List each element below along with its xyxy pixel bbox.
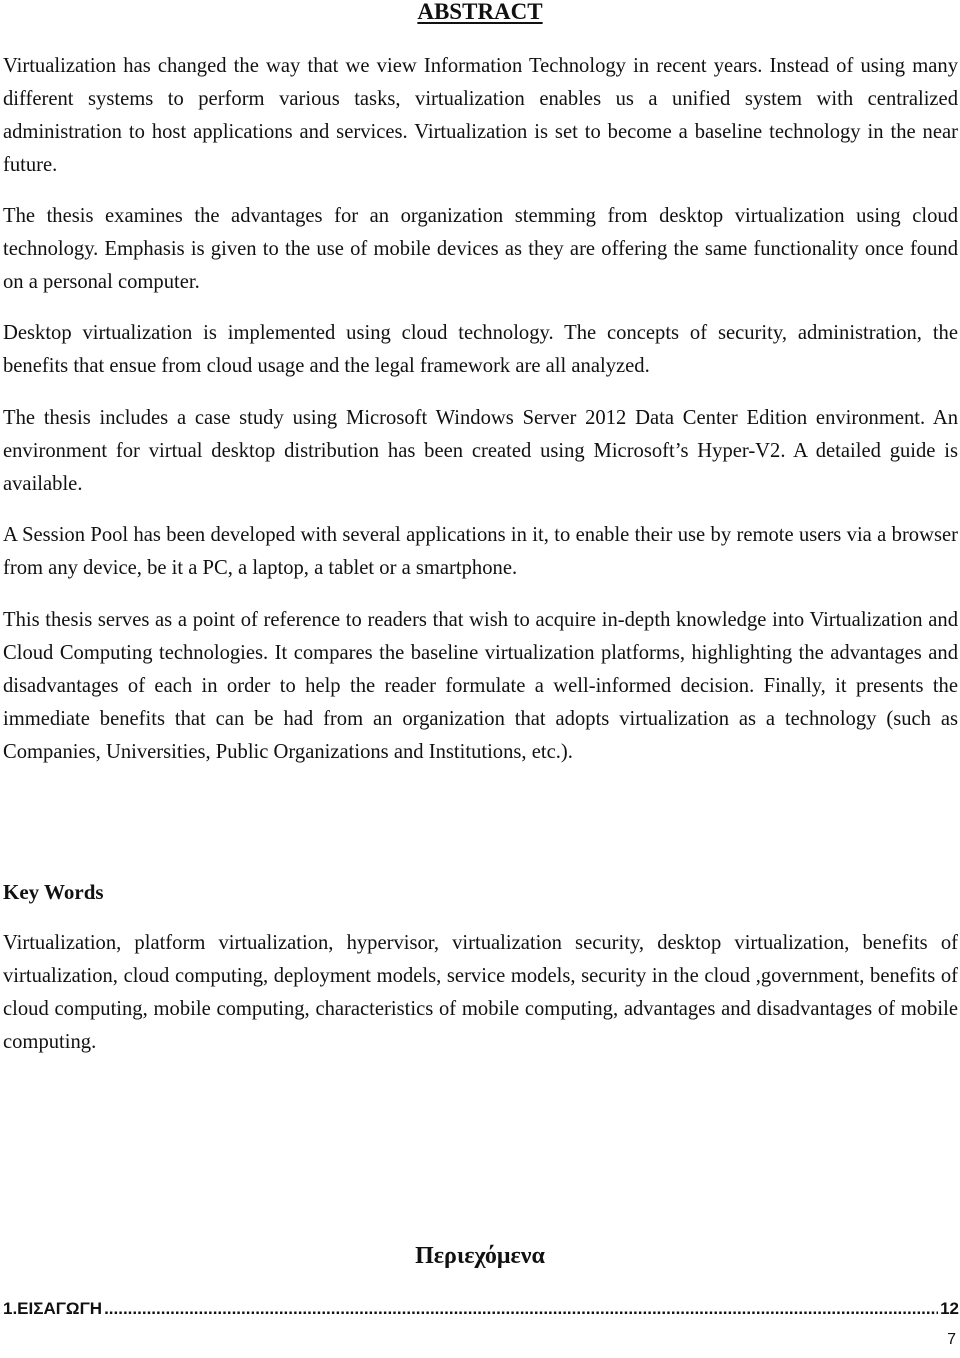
abstract-paragraph-3: Desktop virtualization is implemented using cloud technology. The concepts of security, administration, the benefits that ensue from cloud usage and the legal framework are all analyzed. xyxy=(3,322,958,377)
abstract-title: ABSTRACT xyxy=(417,0,543,24)
toc-entry-page: 12 xyxy=(940,1299,959,1318)
toc-entry-label: 1.ΕΙΣΑΓΩΓΗ xyxy=(3,1299,103,1318)
abstract-paragraph-5: A Session Pool has been developed with several applications in it, to enable their use by remote users via a browser from any device, be it a PC, a laptop, a tablet or a smartphone. xyxy=(3,524,958,579)
abstract-paragraph-2: The thesis examines the advantages for an organization stemming from desktop virtualization using cloud technology. Emphasis is given to the use of mobile devices as they are offering the same functionality once found on a personal computer. xyxy=(3,205,958,293)
toc-entry[interactable] xyxy=(3,1298,959,1320)
keywords-text: Virtualization, platform virtualization, hypervisor, virtualization security, desktop virtualization, benefits of virtualization, cloud computing, deployment models, service models, security in the cloud ,government, benefits of cloud computing, mobile computing, characteristics of mobile computing, advantages and disadvantages of mobile computing. xyxy=(3,932,958,1053)
abstract-paragraph-1: Virtualization has changed the way that we view Information Technology in recent years. Instead of using many different systems to perform various tasks, virtualization enables us a unified system with centralized administration to host applications and services. Virtualization is set to become a baseline technology in the near future. xyxy=(3,55,958,176)
page-number: 7 xyxy=(947,1331,956,1348)
abstract-paragraph-4: The thesis includes a case study using Microsoft Windows Server 2012 Data Center Edition environment. An environment for virtual desktop distribution has been created using Microsoft’s Hyper-V2. A detailed guide is available. xyxy=(3,407,958,495)
abstract-paragraph-6: This thesis serves as a point of reference to readers that wish to acquire in-depth knowledge into Virtualization and Cloud Computing technologies. It compares the baseline virtualization platforms, highlighting the advantages and disadvantages of each in order to help the reader formulate a well-informed decision. Finally, it presents the immediate benefits that can be had from an organization that adopts virtualization as a technology (such as Companies, Universities, Public Organizations and Institutions, etc.). xyxy=(3,609,958,763)
toc-heading: Περιεχόμενα xyxy=(415,1243,545,1269)
toc-dot-leader xyxy=(104,1298,938,1320)
keywords-heading: Key Words xyxy=(3,880,104,904)
